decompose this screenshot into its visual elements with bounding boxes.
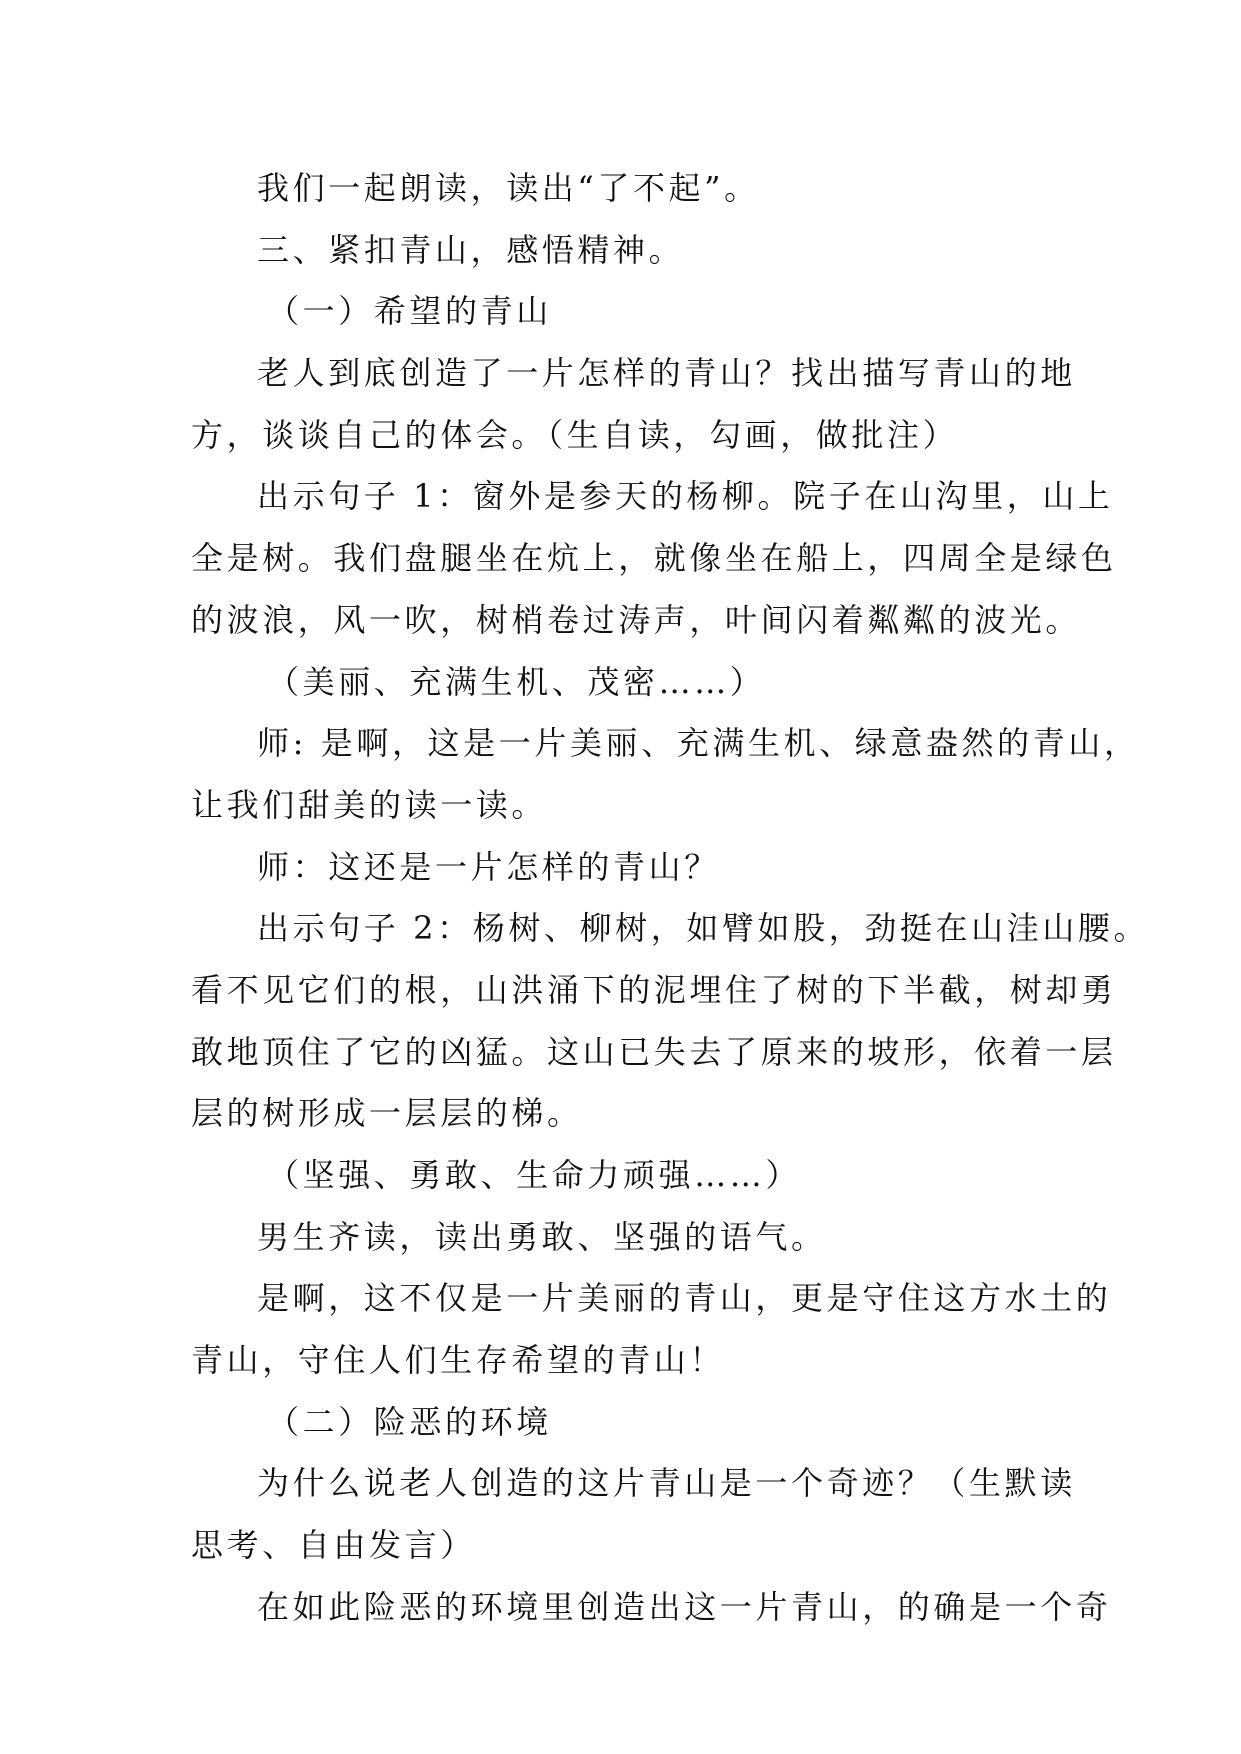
paragraph-line: 看不见它们的根，山洪涌下的泥埋住了树的下半截，树却勇: [191, 970, 1117, 1009]
paragraph-line: 层的树形成一层层的梯。: [191, 1094, 583, 1133]
paragraph-line: 的波浪，风一吹，树梢卷过涛声，叶间闪着粼粼的波光。: [191, 600, 1082, 639]
paragraph-line: （坚强、勇敢、生命力顽强……）: [267, 1156, 802, 1194]
paragraph-line: 全是树。我们盘腿坐在炕上，就像坐在船上，四周全是绿色: [191, 539, 1117, 578]
paragraph-line: 老人到底创造了一片怎样的青山？找出描写青山的地: [257, 354, 1076, 393]
paragraph-line: 男生齐读，读出勇敢、坚强的语气。: [257, 1217, 827, 1256]
section-heading: 三、紧扣青山，感悟精神。: [257, 230, 685, 269]
paragraph-line: 思考、自由发言）: [191, 1526, 476, 1565]
subsection-heading: （二）险恶的环境: [267, 1402, 552, 1441]
paragraph-line: 在如此险恶的环境里创造出这一片青山，的确是一个奇: [257, 1587, 1112, 1626]
paragraph-line: 出示句子 1：窗外是参天的杨柳。院子在山沟里，山上: [257, 477, 1114, 516]
paragraph-line: （美丽、充满生机、茂密……）: [267, 662, 766, 701]
paragraph-line: 出示句子 2：杨树、柳树，如臂如股，劲挺在山洼山腰。: [257, 909, 1150, 948]
paragraph-line: 让我们甜美的读一读。: [191, 785, 548, 824]
paragraph-line: 方，谈谈自己的体会。（生自读，勾画，做批注）: [191, 415, 959, 454]
paragraph-line: 我们一起朗读，读出“了不起”。: [257, 169, 760, 207]
document-body: [191, 158, 1150, 1639]
paragraph-line: 青山，守住人们生存希望的青山！: [191, 1341, 726, 1380]
paragraph-line: 师: 是啊，这是一片美丽、充满生机、绿意盎然的青山，: [257, 724, 1140, 763]
paragraph-line: 是啊，这不仅是一片美丽的青山，更是守住这方水土的: [257, 1279, 1112, 1318]
paragraph-line: 师：这还是一片怎样的青山？: [257, 847, 720, 886]
paragraph-line: 敢地顶住了它的凶猛。这山已失去了原来的坡形，依着一层: [191, 1032, 1117, 1071]
subsection-heading: （一）希望的青山: [267, 292, 552, 331]
paragraph-line: 为什么说老人创造的这片青山是一个奇迹？（生默读: [257, 1464, 1076, 1503]
